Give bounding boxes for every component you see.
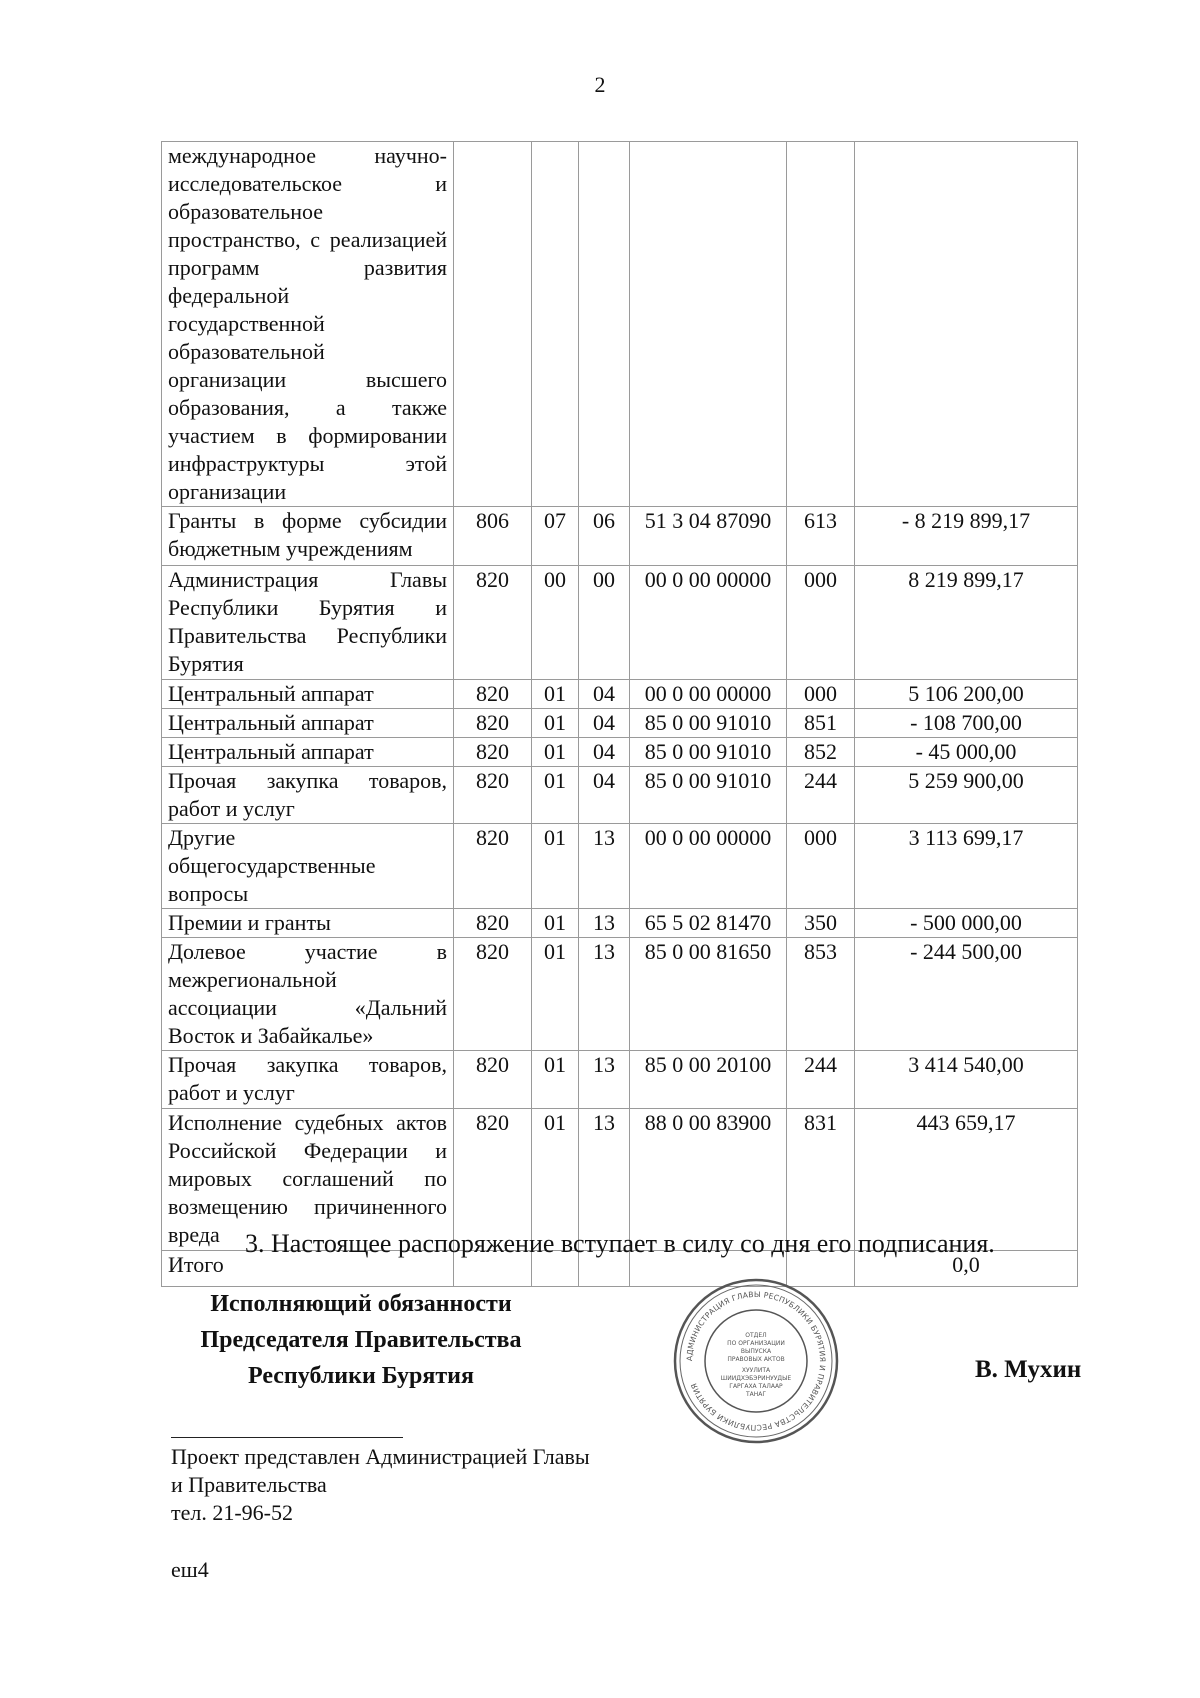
cell-expense-type <box>787 142 855 507</box>
cell-target-article: 85 0 00 81650 <box>630 938 787 1051</box>
cell-target-article: 85 0 00 91010 <box>630 709 787 738</box>
cell-target-article: 51 3 04 87090 <box>630 507 787 566</box>
stamp-text: ВЫПУСКА <box>740 1348 772 1355</box>
cell-admin-code: 820 <box>454 824 532 909</box>
row-description: Долевое участие в межрегиональной ассоциации «Дальний Восток и Забайкалье» <box>162 938 454 1051</box>
clause-text: 3. Настоящее распоряжение вступает в силу со дня его подписания. <box>245 1229 995 1258</box>
table-row <box>162 566 1078 680</box>
cell-expense-type: 853 <box>787 938 855 1051</box>
stamp-text: ТАНАГ <box>745 1391 767 1398</box>
cell-target-article <box>630 142 787 507</box>
cell-subsection: 04 <box>579 738 630 767</box>
stamp-text: ПРАВОВЫХ АКТОВ <box>727 1356 785 1363</box>
signatory-title <box>165 1286 557 1394</box>
document-code: еш4 <box>171 1557 209 1582</box>
cell-target-article: 00 0 00 00000 <box>630 566 787 680</box>
cell-target-article: 00 0 00 00000 <box>630 824 787 909</box>
cell-section: 01 <box>532 1109 579 1251</box>
row-description: международное научно-исследовательское и образовательное пространство, с реализацией программ развития федеральной государственной образовательной организации высшего образования, а также участием в формировании инфраструктуры этой организации <box>162 142 454 507</box>
stamp-text: ПО ОРГАНИЗАЦИИ <box>727 1340 785 1347</box>
cell-section: 01 <box>532 738 579 767</box>
row-description: Итого <box>162 1251 454 1287</box>
table-row <box>162 767 1078 824</box>
cell-section: 01 <box>532 680 579 709</box>
row-description: Прочая закупка товаров, работ и услуг <box>162 767 454 824</box>
cell-section: 01 <box>532 938 579 1051</box>
cell-expense-type: 000 <box>787 824 855 909</box>
table-row <box>162 709 1078 738</box>
cell-amount: 0,0 <box>855 1251 1078 1287</box>
cell-section: 01 <box>532 1051 579 1109</box>
cell-target-article: 65 5 02 81470 <box>630 909 787 938</box>
table-row <box>162 909 1078 938</box>
footnote-line: тел. 21-96-52 <box>171 1500 294 1525</box>
page-number: 2 <box>594 72 606 97</box>
cell-admin-code: 820 <box>454 1109 532 1251</box>
cell-subsection: 13 <box>579 938 630 1051</box>
signatory-title-line: Исполняющий обязанности <box>210 1291 512 1317</box>
table-row <box>162 507 1078 566</box>
cell-section: 01 <box>532 824 579 909</box>
cell-section: 01 <box>532 709 579 738</box>
stamp-text: ОТДЕЛ <box>745 1332 767 1339</box>
cell-admin-code: 820 <box>454 938 532 1051</box>
cell-subsection: 04 <box>579 680 630 709</box>
cell-amount: 8 219 899,17 <box>855 566 1078 680</box>
cell-admin-code: 820 <box>454 738 532 767</box>
row-description: Исполнение судебных актов Российской Федерации и мировых соглашений по возмещению причиненного вреда <box>162 1109 454 1251</box>
cell-admin-code: 820 <box>454 709 532 738</box>
stamp-text: ГАРГАХА ТАЛААР <box>729 1383 783 1390</box>
cell-expense-type: 244 <box>787 1051 855 1109</box>
row-description: Прочая закупка товаров, работ и услуг <box>162 1051 454 1109</box>
cell-subsection: 13 <box>579 1051 630 1109</box>
stamp-text: ХУУЛИТА <box>741 1367 771 1374</box>
row-description: Центральный аппарат <box>162 680 454 709</box>
row-description: Премии и гранты <box>162 909 454 938</box>
cell-amount: - 108 700,00 <box>855 709 1078 738</box>
cell-amount: - 500 000,00 <box>855 909 1078 938</box>
cell-amount: 443 659,17 <box>855 1109 1078 1251</box>
cell-subsection: 04 <box>579 709 630 738</box>
cell-expense-type: 831 <box>787 1109 855 1251</box>
budget-table <box>161 141 1078 1287</box>
cell-subsection: 00 <box>579 566 630 680</box>
row-description: Администрация Главы Республики Бурятия и Правительства Республики Бурятия <box>162 566 454 680</box>
cell-amount: - 45 000,00 <box>855 738 1078 767</box>
cell-target-article: 85 0 00 91010 <box>630 738 787 767</box>
cell-admin-code: 820 <box>454 767 532 824</box>
cell-expense-type: 851 <box>787 709 855 738</box>
row-description: Другие общегосударственные вопросы <box>162 824 454 909</box>
cell-amount: 3 414 540,00 <box>855 1051 1078 1109</box>
table-row <box>162 938 1078 1051</box>
cell-section: 01 <box>532 909 579 938</box>
table-row <box>162 824 1078 909</box>
row-description: Центральный аппарат <box>162 738 454 767</box>
table-row <box>162 1051 1078 1109</box>
cell-admin-code: 820 <box>454 680 532 709</box>
cell-amount: 5 106 200,00 <box>855 680 1078 709</box>
cell-admin-code: 820 <box>454 1051 532 1109</box>
cell-section: 07 <box>532 507 579 566</box>
footnote-line: и Правительства <box>171 1472 327 1497</box>
table-row <box>162 680 1078 709</box>
cell-subsection: 06 <box>579 507 630 566</box>
cell-expense-type: 852 <box>787 738 855 767</box>
cell-admin-code <box>454 142 532 507</box>
cell-amount <box>855 142 1078 507</box>
table-row <box>162 142 1078 507</box>
cell-target-article: 85 0 00 20100 <box>630 1051 787 1109</box>
cell-subsection <box>579 142 630 507</box>
cell-admin-code: 806 <box>454 507 532 566</box>
cell-section <box>532 142 579 507</box>
cell-expense-type: 000 <box>787 566 855 680</box>
cell-section: 01 <box>532 767 579 824</box>
cell-admin-code: 820 <box>454 566 532 680</box>
cell-section: 00 <box>532 566 579 680</box>
cell-subsection: 04 <box>579 767 630 824</box>
footnote-divider <box>171 1437 403 1438</box>
cell-amount: - 244 500,00 <box>855 938 1078 1051</box>
cell-expense-type: 000 <box>787 680 855 709</box>
cell-expense-type: 244 <box>787 767 855 824</box>
signatory-title-line: Председателя Правительства <box>200 1327 522 1353</box>
cell-target-article: 88 0 00 83900 <box>630 1109 787 1251</box>
row-description: Центральный аппарат <box>162 709 454 738</box>
official-stamp <box>672 1277 840 1445</box>
row-description: Гранты в форме субсидии бюджетным учреждениям <box>162 507 454 566</box>
table-row <box>162 738 1078 767</box>
cell-amount: 5 259 900,00 <box>855 767 1078 824</box>
cell-expense-type: 613 <box>787 507 855 566</box>
cell-subsection: 13 <box>579 824 630 909</box>
cell-admin-code: 820 <box>454 909 532 938</box>
signatory-name: В. Мухин <box>975 1356 1082 1383</box>
cell-subsection: 13 <box>579 909 630 938</box>
cell-target-article: 00 0 00 00000 <box>630 680 787 709</box>
cell-amount: 3 113 699,17 <box>855 824 1078 909</box>
cell-target-article: 85 0 00 91010 <box>630 767 787 824</box>
cell-amount: - 8 219 899,17 <box>855 507 1078 566</box>
stamp-ring-text: АДМИНИСТРАЦИЯ ГЛАВЫ РЕСПУБЛИКИ БУРЯТИЯ И ПРАВИТЕЛЬСТВА РЕСПУБЛИКИ БУРЯТИЯ <box>684 1289 828 1433</box>
stamp-text: ШИИДХЭБЭРИНУУДЫЕ <box>720 1375 792 1382</box>
signatory-title-line: Республики Бурятия <box>247 1363 474 1389</box>
cell-expense-type: 350 <box>787 909 855 938</box>
footnote <box>171 1443 590 1527</box>
cell-subsection: 13 <box>579 1109 630 1251</box>
footnote-line: Проект представлен Администрацией Главы <box>171 1444 590 1469</box>
